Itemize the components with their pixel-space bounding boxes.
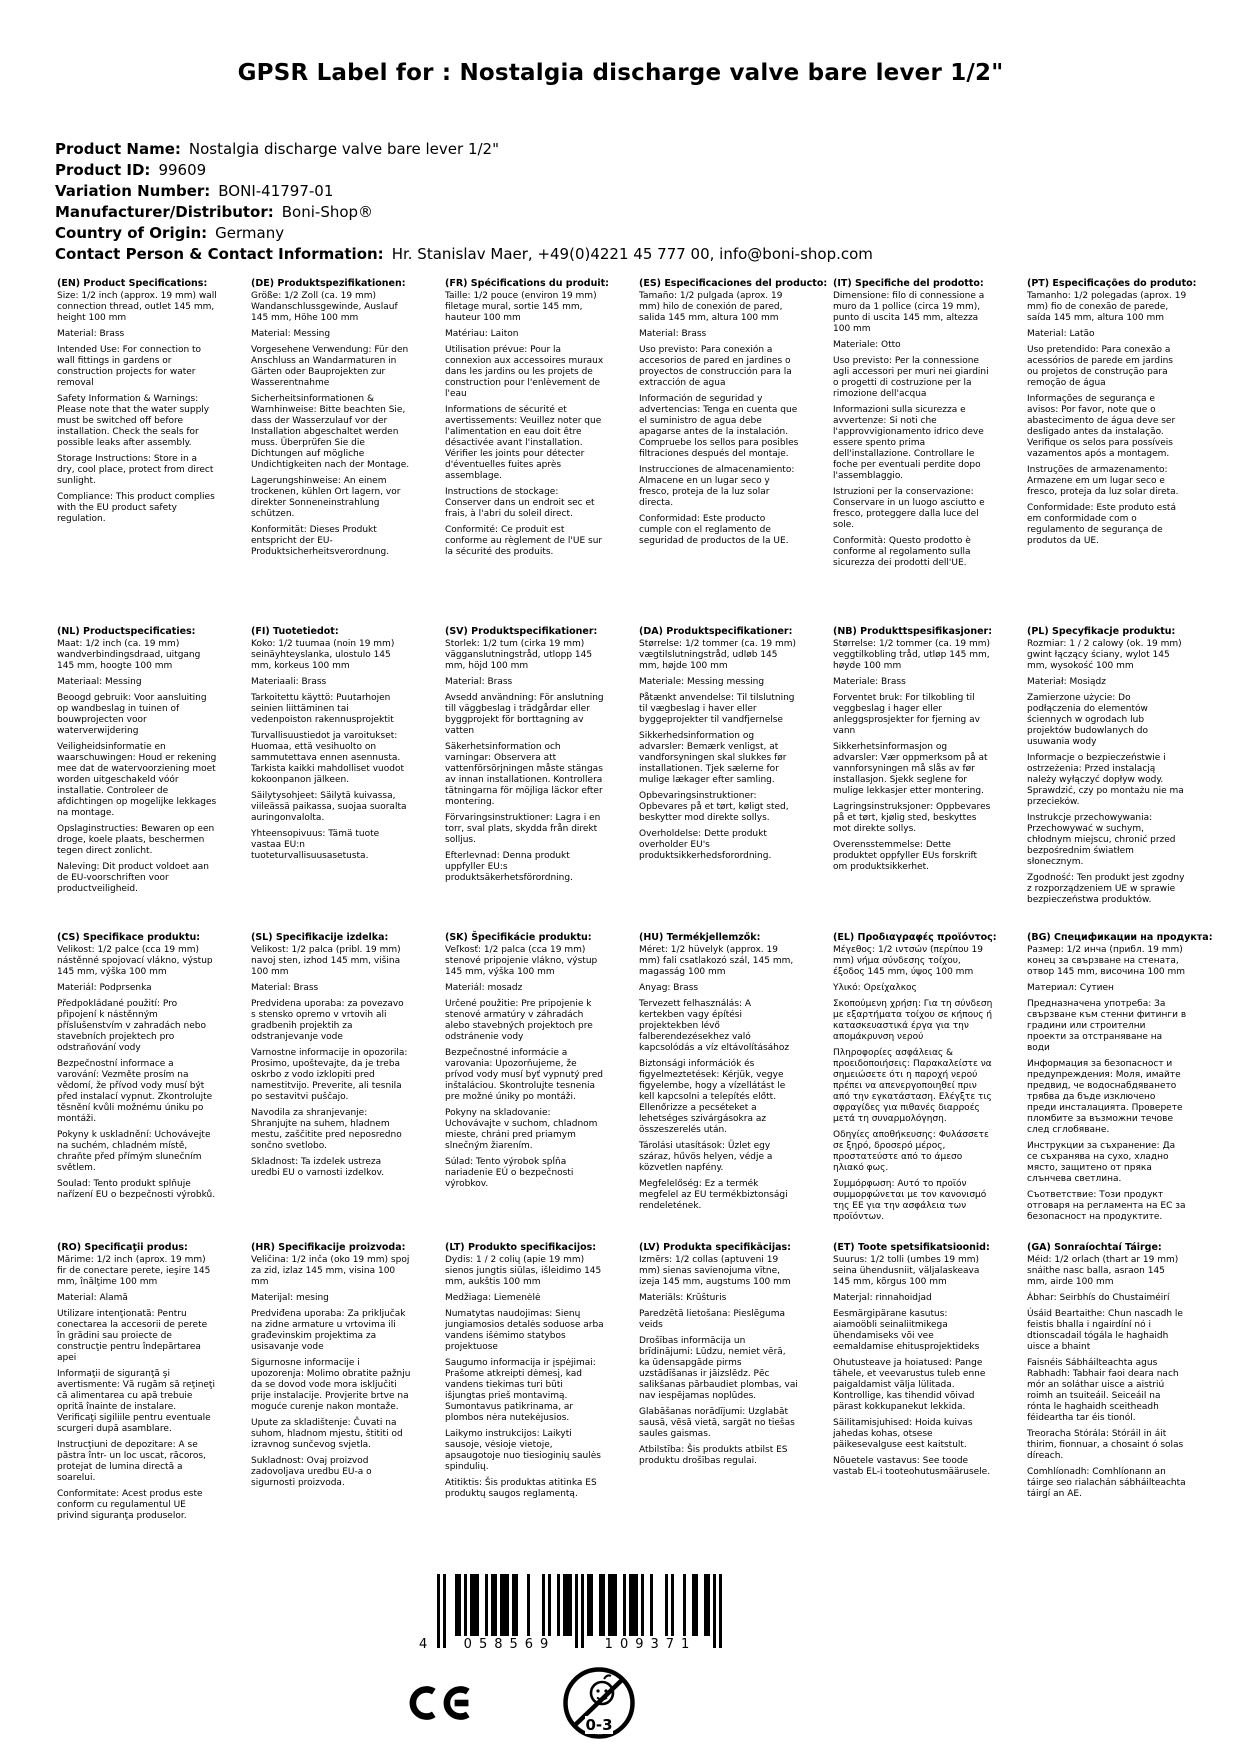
spec-block bbox=[445, 278, 609, 563]
spec-paragraph: Predviđena uporaba: Za priključak na zidne armature u vrtovima ili građevinskim projektima za usisavanje vode bbox=[251, 1309, 406, 1352]
age-warning-label: 0-3 bbox=[585, 1716, 613, 1734]
spec-paragraph: Sicherheitsinformationen & Warnhinweise: Bitte beachten Sie, dass der Wasserzulauf vor der Installation abgeschaltet werden muss. Überprüfen Sie die Dichtungen auf mögliche Undichtigkeiten nach der Montage. bbox=[251, 394, 410, 470]
spec-block bbox=[57, 278, 217, 530]
spec-paragraph: Paredzētā lietošana: Pieslēguma veids bbox=[639, 1309, 786, 1330]
spec-paragraph: Méret: 1/2 hüvelyk (approx. 19 mm) fali csatlakozó szál, 145 mm, magasság 100 mm bbox=[639, 945, 794, 977]
spec-paragraph: Vorgesehene Verwendung: Für den Anschluss an Wandarmaturen in Gärten oder Bauprojekten zur Wasserentnahme bbox=[251, 345, 409, 388]
spec-paragraph: Instructions de stockage: Conserver dans un endroit sec et frais, à l'abri du soleil direct. bbox=[445, 487, 595, 519]
barcode-first-digit: 4 bbox=[419, 1637, 428, 1652]
spec-paragraph: Instrucciones de almacenamiento: Almacene en un lugar seco y fresco, proteja de la luz solar directa. bbox=[639, 465, 795, 508]
spec-block-heading: (EL) Προδιαγραφές προϊόντος: bbox=[833, 932, 997, 943]
spec-paragraph: Συμμόρφωση: Αυτό το προϊόν συμμορφώνεται με τον κανονισμό της ΕΕ για την ασφάλεια των προϊόντων. bbox=[833, 1179, 987, 1222]
spec-paragraph: Určené použitie: Pre pripojenie k stenové armatúry v záhradách alebo stavebných projektoch pre odstránenie vody bbox=[445, 999, 593, 1042]
spec-paragraph: Conformità: Questo prodotto è conforme al regolamento sulla sicurezza dei prodotti dell'UE. bbox=[833, 536, 971, 568]
spec-paragraph: Velikost: 1/2 palca (pribl. 19 mm) navoj sten, izhod 145 mm, višina 100 mm bbox=[251, 945, 401, 977]
spec-paragraph: Efterlevnad: Denna produkt uppfyller EU:s produktsäkerhetsförordning. bbox=[445, 851, 573, 883]
spec-paragraph: Υλικό: Ορείχαλκος bbox=[833, 983, 917, 993]
spec-paragraph: Méid: 1/2 orlach (thart ar 19 mm) snáithe nasc balla, asraon 145 mm, airde 100 mm bbox=[1027, 1255, 1179, 1287]
spec-paragraph: Uso previsto: Para conexión a accesorios de pared en jardines o proyectos de construcción para la extracción de agua bbox=[639, 345, 792, 388]
spec-paragraph: Drošības informācija un brīdinājumi: Lūdzu, nemiet vērā, ka ūdensapgāde pirms uzstādīšanas ir jāizslēdz. Pēc salikšanas pārbaudiet plombas, vai nav iespējamas noplūdes. bbox=[639, 1336, 798, 1401]
spec-paragraph: Instruções de armazenamento: Armazene em um lugar seco e fresco, proteja da luz solar direta. bbox=[1027, 465, 1179, 497]
spec-paragraph: Faisnéis Sábháilteachta agus Rabhadh: Tabhair faoi deara nach mór an soláthar uisce a aistriú roimh an tsuiteáil. Seiceáil na rónta le haghaidh sceitheadh féideartha tar éis tionól. bbox=[1027, 1358, 1179, 1423]
info-row bbox=[55, 223, 873, 244]
spec-block bbox=[639, 278, 828, 552]
spec-paragraph: Предназначена употреба: За свързване към стенни фитинги в градини или строителни проекти за отстраняване на води bbox=[1027, 999, 1187, 1053]
spec-paragraph: Yhteensopivuus: Tämä tuote vastaa EU:n tuoteturvallisuusasetusta. bbox=[251, 829, 380, 861]
spec-paragraph: Skladnost: Ta izdelek ustreza uredbi EU o varnosti izdelkov. bbox=[251, 1157, 385, 1178]
spec-paragraph: Информация за безопасност и предупреждения: Моля, имайте предвид, че водоснабдяването трябва да бъде изключено преди инсталацията. Проверете пломбите за възможни течове след сглобяване. bbox=[1027, 1059, 1183, 1135]
spec-paragraph: Materiál: mosadz bbox=[445, 983, 523, 993]
spec-block-heading: (GA) Sonraíochtaí Táirge: bbox=[1027, 1242, 1162, 1253]
spec-paragraph: Conformitate: Acest produs este conform cu regulamentul UE privind siguranţa produselor. bbox=[57, 1489, 203, 1521]
spec-block bbox=[639, 932, 799, 1217]
spec-paragraph: Material: Brass bbox=[251, 983, 319, 993]
spec-paragraph: Tárolási utasítások: Üzlet egy száraz, hűvös helyen, védje a közvetlen napfény. bbox=[639, 1141, 773, 1173]
spec-paragraph: Dimensione: filo di connessione a muro da 1 pollice (circa 19 mm), punto di uscita 145 mm, altezza 100 mm bbox=[833, 291, 985, 334]
spec-paragraph: Glabāšanas norādījumi: Uzglabāt sausā, vēsā vietā, sargāt no tiešas saules gaismas. bbox=[639, 1407, 795, 1439]
spec-paragraph: Intended Use: For connection to wall fittings in gardens or construction projects for water removal bbox=[57, 345, 202, 388]
spec-paragraph: Veľkosť: 1/2 palca (cca 19 mm) stenové pripojenie vlákno, výstup 145 mm, výška 100 mm bbox=[445, 945, 598, 977]
spec-paragraph: Taille: 1/2 pouce (environ 19 mm) filetage mural, sortie 145 mm, hauteur 100 mm bbox=[445, 291, 597, 323]
barcode-group2: 109371 bbox=[588, 1637, 713, 1652]
spec-paragraph: Biztonsági információk és figyelmeztetések: Kérjük, vegye figyelembe, hogy a vízellátást le kell kapcsolni a telepítés előtt. Ellenőrizze a pecséteket a lehetséges szivárgásokra az összeszerelés után. bbox=[639, 1059, 786, 1135]
spec-paragraph: Atitiktis: Šis produktas atitinka ES produktų saugos reglamentą. bbox=[445, 1478, 597, 1499]
spec-paragraph: Informations de sécurité et avertissements: Veuillez noter que l'alimentation en eau doit être désactivée avant l'installation. Vérifier les joints pour détecter d'éventuelles fuites après assemblage. bbox=[445, 405, 602, 481]
spec-block-heading: (ET) Toote spetsifikatsioonid: bbox=[833, 1242, 990, 1253]
spec-paragraph: Suurus: 1/2 tolli (umbes 19 mm) seina ühendusniit, väljalaskeava 145 mm, kõrgus 100 mm bbox=[833, 1255, 980, 1287]
spec-block-heading: (CS) Specifikace produktu: bbox=[57, 932, 201, 943]
spec-paragraph: Forventet bruk: For tilkobling til veggbeslag i hager eller anleggsprosjekter for fjerning av vann bbox=[833, 693, 980, 736]
spec-paragraph: Anyag: Brass bbox=[639, 983, 699, 993]
info-value: Boni-Shop® bbox=[281, 203, 374, 221]
info-label: Variation Number: bbox=[55, 182, 211, 200]
spec-block bbox=[57, 932, 217, 1206]
spec-paragraph: Materiale: Otto bbox=[833, 340, 901, 350]
spec-paragraph: Material: Brass bbox=[445, 677, 513, 687]
spec-block bbox=[57, 626, 217, 900]
spec-paragraph: Materiaal: Messing bbox=[57, 677, 142, 687]
info-label: Product ID: bbox=[55, 161, 151, 179]
spec-block-heading: (PL) Specyfikacje produktu: bbox=[1027, 626, 1176, 637]
spec-paragraph: Bezpečnostné informácie a varovania: Upozorňujeme, že prívod vody musí byť vypnutý pred inštaláciou. Skontrolujte tesnenia pre možné úniky po montáži. bbox=[445, 1048, 603, 1102]
spec-paragraph: Sikkerhedsinformation og advarsler: Bemærk venligst, at vandforsyningen skal slukkes før installationen. Tjek sælerne for mulige lækager efter samling. bbox=[639, 731, 787, 785]
spec-paragraph: Tarkoitettu käyttö: Puutarhojen seinien liittäminen tai vedenpoiston rakennusprojektit bbox=[251, 693, 394, 725]
spec-paragraph: Koko: 1/2 tuumaa (noin 19 mm) seinäyhteyslanka, ulostulo 145 mm, korkeus 100 mm bbox=[251, 639, 395, 671]
spec-paragraph: Rozmiar: 1 / 2 calowy (ok. 19 mm) gwint łączący ściany, wylot 145 mm, wysokość 100 mm bbox=[1027, 639, 1182, 671]
spec-paragraph: Materjal: rinnahoidjad bbox=[833, 1293, 932, 1303]
spec-paragraph: Maat: 1/2 inch (ca. 19 mm) wandverbindingsdraad, uitgang 145 mm, hoogte 100 mm bbox=[57, 639, 201, 671]
spec-block-heading: (EN) Product Specifications: bbox=[57, 278, 208, 289]
spec-paragraph: Informacje o bezpieczeństwie i ostrzeżenia: Przed instalacją należy wyłączyć dopływ wody. Sprawdzić, czy po montażu nie ma przecieków. bbox=[1027, 753, 1184, 807]
spec-paragraph: Sukladnost: Ovaj proizvod zadovoljava uredbu EU-a o sigurnosti proizvoda. bbox=[251, 1456, 372, 1488]
spec-block bbox=[833, 1242, 993, 1483]
spec-paragraph: Materiāls: Krūšturis bbox=[639, 1293, 727, 1303]
spec-block bbox=[251, 1242, 411, 1494]
spec-paragraph: Materiał: Mosiądz bbox=[1027, 677, 1106, 687]
ce-mark-icon bbox=[408, 1674, 476, 1736]
spec-paragraph: Säilytysohjeet: Säilytä kuivassa, viileässä paikassa, suojaa suoralta auringonvalolta. bbox=[251, 791, 407, 823]
spec-block bbox=[833, 626, 993, 878]
spec-paragraph: Μέγεθος: 1/2 ιντσών (περίπου 19 mm) νήμα σύνδεσης τοίχου, έξοδος 145 mm, ύψος 100 mm bbox=[833, 945, 983, 977]
spec-paragraph: Instrukcje przechowywania: Przechowywać w suchym, chłodnym miejscu, chronić przed bezpośrednim światłem słonecznym. bbox=[1027, 813, 1176, 867]
spec-paragraph: Tervezett felhasználás: A kertekben vagy építési projektekben lévő falberendezésekhez való kapcsolódás a víz eltávolításához bbox=[639, 999, 790, 1053]
spec-block bbox=[251, 278, 411, 563]
spec-paragraph: Konformität: Dieses Produkt entspricht der EU-Produktsicherheitsverordnung. bbox=[251, 525, 390, 557]
spec-paragraph: Saugumo informacija ir įspėjimai: Prašome atkreipti dėmesį, kad vandens tiekimas turi būti išjungtas prieš montavimą. Sumontavus patikrinama, ar plombos nėra nutekėjusios. bbox=[445, 1358, 596, 1423]
spec-paragraph: Størrelse: 1/2 tommer (ca. 19 mm) vægtilslutningstråd, udløb 145 mm, højde 100 mm bbox=[639, 639, 797, 671]
spec-block bbox=[251, 932, 411, 1184]
spec-paragraph: Nõuetele vastavus: See toode vastab EL-i tooteohutusmäärusele. bbox=[833, 1456, 991, 1477]
product-info bbox=[55, 139, 873, 265]
spec-paragraph: Material: Brass bbox=[639, 329, 707, 339]
spec-paragraph: Eesmärgipärane kasutus: aiamoöbli seinaliitmikega ühendamiseks või vee eemaldamise ehitusprojektideks bbox=[833, 1309, 980, 1352]
spec-paragraph: Materiál: Podprsenka bbox=[57, 983, 152, 993]
spec-paragraph: Σκοπούμενη χρήση: Για τη σύνδεση με εξαρτήματα τοίχου σε κήπους ή κατασκευαστικά έργα για την απομάκρυνση νερού bbox=[833, 999, 993, 1042]
spec-paragraph: Informações de segurança e avisos: Por favor, note que o abastecimento de água deve ser desligado antes da instalação. Verifique os selos para possíveis vazamentos após a montagem. bbox=[1027, 394, 1176, 459]
spec-paragraph: Turvallisuustiedot ja varoitukset: Huomaa, että vesihuolto on sammutettava ennen asennusta. Tarkista kaikki mahdolliset vuodot kokoonpanon jälkeen. bbox=[251, 731, 404, 785]
spec-paragraph: Utilisation prévue: Pour la connexion aux accessoires muraux dans les jardins ou les projets de construction pour l'enlèvement de l'eau bbox=[445, 345, 604, 399]
barcode-group1: 058569 bbox=[447, 1637, 572, 1652]
spec-paragraph: Material: Alamă bbox=[57, 1293, 128, 1303]
info-value: BONI-41797-01 bbox=[218, 182, 334, 200]
spec-paragraph: Οδηγίες αποθήκευσης: Φυλάσσετε σε ξηρό, δροσερό μέρος, προστατεύστε από το άμεσο ηλιακό φως. bbox=[833, 1130, 989, 1173]
spec-paragraph: Размер: 1/2 инча (прибл. 19 mm) конец за свързване на стената, отвор 145 mm, височина 100 mm bbox=[1027, 945, 1186, 977]
spec-paragraph: Comhlíonadh: Comhlíonann an táirge seo rialachán sábháilteachta táirgí an AE. bbox=[1027, 1467, 1186, 1499]
spec-block bbox=[1027, 1242, 1187, 1505]
spec-block bbox=[1027, 626, 1187, 911]
spec-paragraph: Laikymo instrukcijos: Laikyti sausoje, vėsioje vietoje, apsaugotoje nuo tiesioginių saulės spindulių. bbox=[445, 1429, 601, 1472]
spec-paragraph: Förvaringsinstruktioner: Lagra i en torr, sval plats, skydda från direkt solljus. bbox=[445, 813, 601, 845]
spec-block-heading: (FR) Spécifications du produit: bbox=[445, 278, 609, 289]
spec-paragraph: Opbevaringsinstruktioner: Opbevares på et tørt, køligt sted, beskytter mod direkte sollys. bbox=[639, 791, 789, 823]
spec-block bbox=[251, 626, 411, 867]
spec-paragraph: Storage Instructions: Store in a dry, cool place, protect from direct sunlight. bbox=[57, 454, 214, 486]
spec-block-heading: (FI) Tuotetiedot: bbox=[251, 626, 339, 637]
spec-paragraph: Navodila za shranjevanje: Shranjujte na suhem, hladnem mestu, zaščitite pred neposredno sončno svetlobo. bbox=[251, 1108, 402, 1151]
spec-paragraph: Ohutusteave ja hoiatused: Pange tähele, et veevarustus tuleb enne paigaldamist välja lülitada. Kontrollige, kas tihendid võivad pärast kokkupanekut lekkida. bbox=[833, 1358, 986, 1412]
spec-paragraph: Tamanho: 1/2 polegadas (aprox. 19 mm) fio de conexão de parede, saída 145 mm, altura 100 mm bbox=[1027, 291, 1187, 323]
info-label: Contact Person & Contact Information: bbox=[55, 245, 384, 263]
info-label: Country of Origin: bbox=[55, 224, 208, 242]
spec-paragraph: Materiaali: Brass bbox=[251, 677, 327, 687]
info-label: Manufacturer/Distributor: bbox=[55, 203, 274, 221]
spec-block bbox=[639, 626, 799, 867]
info-row bbox=[55, 160, 873, 181]
spec-paragraph: Varnostne informacije in opozorila: Prosimo, upoštevajte, da je treba oskrbo z vodo izklopiti pred namestitvijo. Preverite, ali tesnila po sestavitvi puščajo. bbox=[251, 1048, 408, 1102]
spec-paragraph: Istruzioni per la conservazione: Conservare in un luogo asciutto e fresco, proteggere dalla luce del sole. bbox=[833, 487, 985, 530]
spec-paragraph: Pokyny k uskladnění: Uchovávejte na suchém, chladném místě, chraňte před přímým slunečním světlem. bbox=[57, 1130, 211, 1173]
spec-paragraph: Medžiaga: Liemenėlė bbox=[445, 1293, 541, 1303]
info-row bbox=[55, 244, 873, 265]
spec-paragraph: Säkerhetsinformation och varningar: Observera att vattenförsörjningen måste stängas av innan installationen. Kontrollera tätningarna för möjliga läckor efter montering. bbox=[445, 742, 603, 807]
spec-block-heading: (SV) Produktspecifikationer: bbox=[445, 626, 598, 637]
info-row bbox=[55, 139, 873, 160]
spec-paragraph: Atbilstība: Šis produkts atbilst ES produktu drošības regulai. bbox=[639, 1445, 788, 1466]
spec-block-heading: (IT) Specifiche del prodotto: bbox=[833, 278, 984, 289]
spec-paragraph: Compliance: This product complies with the EU product safety regulation. bbox=[57, 492, 215, 524]
spec-block-heading: (NL) Productspecificaties: bbox=[57, 626, 196, 637]
spec-paragraph: Velikost: 1/2 palce (cca 19 mm) nástěnné spojovací vlákno, výstup 145 mm, výška 100 mm bbox=[57, 945, 213, 977]
spec-paragraph: Tamaño: 1/2 pulgada (aprox. 19 mm) hilo de conexión de pared, salida 145 mm, altura 100 mm bbox=[639, 291, 783, 323]
spec-grid bbox=[57, 278, 1213, 1527]
spec-paragraph: Información de seguridad y advertencias: Tenga en cuenta que el suministro de agua debe apagarse antes de la instalación. Compruebe los sellos para posibles filtraciones después del montaje. bbox=[639, 394, 799, 459]
spec-paragraph: Soulad: Tento produkt splňuje nařízení EU o bezpečnosti výrobků. bbox=[57, 1179, 216, 1200]
spec-paragraph: Utilizare intenţionată: Pentru conectarea la accesorii de perete în grădini sau proiecte de construcţie pentru îndepărtarea apei bbox=[57, 1309, 208, 1363]
spec-paragraph: Predvidena uporaba: za povezavo s stensko opremo v vrtovih ali gradbenih projektih za odstranjevanje vode bbox=[251, 999, 404, 1042]
spec-paragraph: Storlek: 1/2 tum (cirka 19 mm) vägganslutningstråd, utlopp 145 mm, höjd 100 mm bbox=[445, 639, 593, 671]
spec-block-heading: (HR) Specifikacije proizvoda: bbox=[251, 1242, 406, 1253]
spec-paragraph: Материал: Сутиен bbox=[1027, 983, 1114, 993]
spec-paragraph: Dydis: 1 / 2 colių (apie 19 mm) sienos jungtis siūlas, išleidimo 145 mm, aukštis 100 mm bbox=[445, 1255, 602, 1287]
spec-block bbox=[833, 278, 993, 574]
spec-paragraph: Veličina: 1/2 inča (oko 19 mm) spoj za zid, izlaz 145 mm, visina 100 mm bbox=[251, 1255, 410, 1287]
spec-paragraph: Materiale: Brass bbox=[833, 677, 906, 687]
spec-paragraph: Pokyny na skladovanie: Uchovávajte v suchom, chladnom mieste, chráni pred priamym slnečným žiarením. bbox=[445, 1108, 598, 1151]
spec-block-heading: (LV) Produkta specifikācijas: bbox=[639, 1242, 791, 1253]
spec-paragraph: Upute za skladištenje: Čuvati na suhom, hladnom mjestu, štititi od izravnog sunčevog svjetla. bbox=[251, 1418, 403, 1450]
spec-paragraph: Avsedd användning: För anslutning till väggbeslag i trädgårdar eller byggprojekt för borttagning av vatten bbox=[445, 693, 604, 736]
info-value: Hr. Stanislav Maer, +49(0)4221 45 777 00, info@boni-shop.com bbox=[391, 245, 873, 263]
spec-paragraph: Materijal: mesing bbox=[251, 1293, 329, 1303]
spec-paragraph: Zamierzone użycie: Do podłączenia do elementów ściennych w ogrodach lub projektów budowlanych do usuwania wody bbox=[1027, 693, 1149, 747]
spec-block bbox=[445, 1242, 605, 1505]
spec-paragraph: Materiale: Messing messing bbox=[639, 677, 765, 687]
spec-paragraph: Uso previsto: Per la connessione agli accessori per muri nei giardini o progetti di costruzione per la rimozione dell'acqua bbox=[833, 356, 989, 399]
spec-paragraph: Størrelse: 1/2 tommer (ca. 19 mm) veggtilkobling tråd, utløp 145 mm, høyde 100 mm bbox=[833, 639, 991, 671]
spec-block-heading: (ES) Especificaciones del producto: bbox=[639, 278, 828, 289]
spec-block bbox=[57, 1242, 217, 1527]
spec-paragraph: Sikkerhetsinformasjon og advarsler: Vær oppmerksom på at vannforsyningen må slås av før installasjon. Sjekk seglene for mulige lekkasjer etter montering. bbox=[833, 742, 988, 796]
spec-paragraph: Mărime: 1/2 inch (aprox. 19 mm) fir de conectare perete, ieşire 145 mm, înălţime 100 mm bbox=[57, 1255, 211, 1287]
spec-paragraph: Numatytas naudojimas: Sienų jungiamosios detalės soduose arba vandens išėmimo statybos projektuose bbox=[445, 1309, 604, 1352]
info-value: Nostalgia discharge valve bare lever 1/2" bbox=[188, 140, 499, 158]
spec-paragraph: Påtænkt anvendelse: Til tilslutning til vægbeslag i haver eller byggeprojekter til vandfjernelse bbox=[639, 693, 795, 725]
info-value: Germany bbox=[215, 224, 285, 242]
age-warning-0-3-icon bbox=[560, 1664, 638, 1746]
spec-paragraph: Material: Brass bbox=[57, 329, 125, 339]
spec-paragraph: Naleving: Dit product voldoet aan de EU-voorschriften voor productveiligheid. bbox=[57, 862, 209, 894]
spec-paragraph: Opslaginstructies: Bewaren op een droge, koele plaats, beschermen tegen direct zonlicht. bbox=[57, 824, 215, 856]
spec-paragraph: Megfelelőség: Ez a termék megfelel az EU termékbiztonsági rendeletének. bbox=[639, 1179, 788, 1211]
spec-paragraph: Súlad: Tento výrobok spĺňa nariadenie EÚ o bezpečnosti výrobkov. bbox=[445, 1157, 574, 1189]
spec-paragraph: Material: Latão bbox=[1027, 329, 1095, 339]
info-row bbox=[55, 202, 873, 223]
spec-block bbox=[833, 932, 997, 1228]
spec-block-heading: (DA) Produktspecifikationer: bbox=[639, 626, 793, 637]
spec-paragraph: Ábhar: Seirbhís do Chustaiméirí bbox=[1027, 1293, 1170, 1303]
info-label: Product Name: bbox=[55, 140, 181, 158]
spec-paragraph: Πληροφορίες ασφάλειας & προειδοποιήσεις: Παρακαλείστε να σημειώσετε ότι η παροχή νερού πρέπει να απενεργοποιηθεί πριν από την εγκατάσταση. Ελέγξτε τις σφραγίδες για πιθανές διαρροές μετά τη συναρμολόγηση. bbox=[833, 1048, 992, 1124]
spec-block-heading: (SL) Specifikacije izdelka: bbox=[251, 932, 389, 943]
spec-paragraph: Uso pretendido: Para conexão a acessórios de parede em jardins ou projetos de construção para remoção de água bbox=[1027, 345, 1173, 388]
spec-paragraph: Съответствие: Този продукт отговаря на регламента на ЕС за безопасност на продуктите. bbox=[1027, 1190, 1186, 1222]
info-row bbox=[55, 181, 873, 202]
spec-block bbox=[639, 1242, 799, 1472]
spec-block-heading: (SK) Špecifikácie produktu: bbox=[445, 932, 592, 943]
spec-paragraph: Lagringsinstruksjoner: Oppbevares på et tørt, kjølig sted, beskyttes mot direkte sollys. bbox=[833, 802, 991, 834]
spec-paragraph: Matériau: Laiton bbox=[445, 329, 519, 339]
spec-paragraph: Beoogd gebruik: Voor aansluiting op wandbeslag in tuinen of bouwprojecten voor waterverwijdering bbox=[57, 693, 207, 736]
spec-paragraph: Conformidad: Este producto cumple con el reglamento de seguridad de productos de la UE. bbox=[639, 514, 789, 546]
spec-block bbox=[1027, 278, 1197, 552]
spec-block-heading: (NB) Produkttspesifikasjoner: bbox=[833, 626, 993, 637]
spec-block-heading: (RO) Specificaţii produs: bbox=[57, 1242, 188, 1253]
spec-paragraph: Conformité: Ce produit est conforme au règlement de l'UE sur la sécurité des produits. bbox=[445, 525, 603, 557]
spec-paragraph: Bezpečnostní informace a varování: Vezměte prosím na vědomí, že přívod vody musí být před instalací vypnut. Zkontrolujte těsnění kvůli možnému úniku po montáži. bbox=[57, 1059, 213, 1124]
spec-paragraph: Izmērs: 1/2 collas (aptuveni 19 mm) sienas savienojuma vītne, izeja 145 mm, augstums 100 mm bbox=[639, 1255, 791, 1287]
info-value: 99609 bbox=[158, 161, 207, 179]
spec-block-heading: (DE) Produktspezifikationen: bbox=[251, 278, 406, 289]
spec-paragraph: Informazioni sulla sicurezza e avvertenze: Si noti che l'approvvigionamento idrico deve essere spento prima dell'installazione. Controllare le foche per eventuali perdite dopo l'assemblaggio. bbox=[833, 405, 984, 481]
ean13-barcode bbox=[419, 1574, 722, 1658]
spec-paragraph: Material: Messing bbox=[251, 329, 331, 339]
spec-paragraph: Size: 1/2 inch (approx. 19 mm) wall connection thread, outlet 145 mm, height 100 mm bbox=[57, 291, 217, 323]
spec-block-heading: (LT) Produkto specifikacijos: bbox=[445, 1242, 597, 1253]
spec-paragraph: Treoracha Stórála: Stóráil in áit thirim, fionnuar, a chosaint ó solas díreach. bbox=[1027, 1429, 1184, 1461]
spec-paragraph: Conformidade: Este produto está em conformidade com o regulamento de segurança de produtos da UE. bbox=[1027, 503, 1176, 546]
spec-paragraph: Lagerungshinweise: An einem trockenen, kühlen Ort lagern, vor direkter Sonneneinstrahlung schützen. bbox=[251, 476, 401, 519]
spec-paragraph: Zgodność: Ten produkt jest zgodny z rozporządzeniem UE w sprawie bezpieczeństwa produktów. bbox=[1027, 873, 1185, 905]
spec-paragraph: Předpokládané použití: Pro připojení k nástěnným příslušenstvím v zahradách nebo stavebních projektech pro odstraňování vody bbox=[57, 999, 206, 1053]
spec-paragraph: Informaţii de siguranţă şi avertismente: Vă rugăm să reţineţi că alimentarea cu apă trebuie oprită înainte de instalare. Verificaţi sigiliile pentru eventuale scurgeri după asamblare. bbox=[57, 1369, 215, 1434]
spec-block-heading: (BG) Спецификации на продукта: bbox=[1027, 932, 1213, 943]
spec-paragraph: Overholdelse: Dette produkt overholder EU's produktsikkerhedsforordning. bbox=[639, 829, 772, 861]
spec-paragraph: Sigurnosne informacije i upozorenja: Molimo obratite pažnju da se dovod vode mora isključiti prije instalacije. Provjerite brtve na moguće curenje nakon montaže. bbox=[251, 1358, 411, 1412]
page-title: GPSR Label for : Nostalgia discharge valve bare lever 1/2" bbox=[237, 60, 1004, 86]
spec-paragraph: Инструкции за съхранение: Да се съхранява на сухо, хладно място, защитено от пряка слънчева светлина. bbox=[1027, 1141, 1176, 1184]
spec-paragraph: Instrucţiuni de depozitare: A se păstra într- un loc uscat, răcoros, protejat de lumina directă a soarelui. bbox=[57, 1440, 206, 1483]
spec-paragraph: Úsáid Beartaithe: Chun nascadh le feistis bhalla i ngairdíní nó i dtionscadail tógála le haghaidh uisce a bhaint bbox=[1027, 1309, 1183, 1352]
spec-paragraph: Safety Information & Warnings: Please note that the water supply must be switched off before installation. Check the seals for possible leaks after assembly. bbox=[57, 394, 210, 448]
spec-paragraph: Veiligheidsinformatie en waarschuwingen: Houd er rekening mee dat de watervoorziening moet worden uitgeschakeld vóór installatie. Controleer de afdichtingen op mogelijke lekkages na montage. bbox=[57, 742, 217, 818]
spec-paragraph: Overensstemmelse: Dette produktet oppfyller EUs forskrift om produktsikkerhet. bbox=[833, 840, 978, 872]
spec-paragraph: Säilitamisjuhised: Hoida kuivas jahedas kohas, otsese päikesevalguse eest kaitstult. bbox=[833, 1418, 973, 1450]
spec-block-heading: (PT) Especificações do produto: bbox=[1027, 278, 1197, 289]
spec-block bbox=[445, 932, 605, 1195]
spec-paragraph: Größe: 1/2 Zoll (ca. 19 mm) Wandanschlussgewinde, Auslauf 145 mm, Höhe 100 mm bbox=[251, 291, 398, 323]
barcode-digits bbox=[419, 1636, 722, 1654]
spec-block bbox=[1027, 932, 1213, 1228]
spec-block bbox=[445, 626, 605, 889]
spec-block-heading: (HU) Termékjellemzők: bbox=[639, 932, 761, 943]
